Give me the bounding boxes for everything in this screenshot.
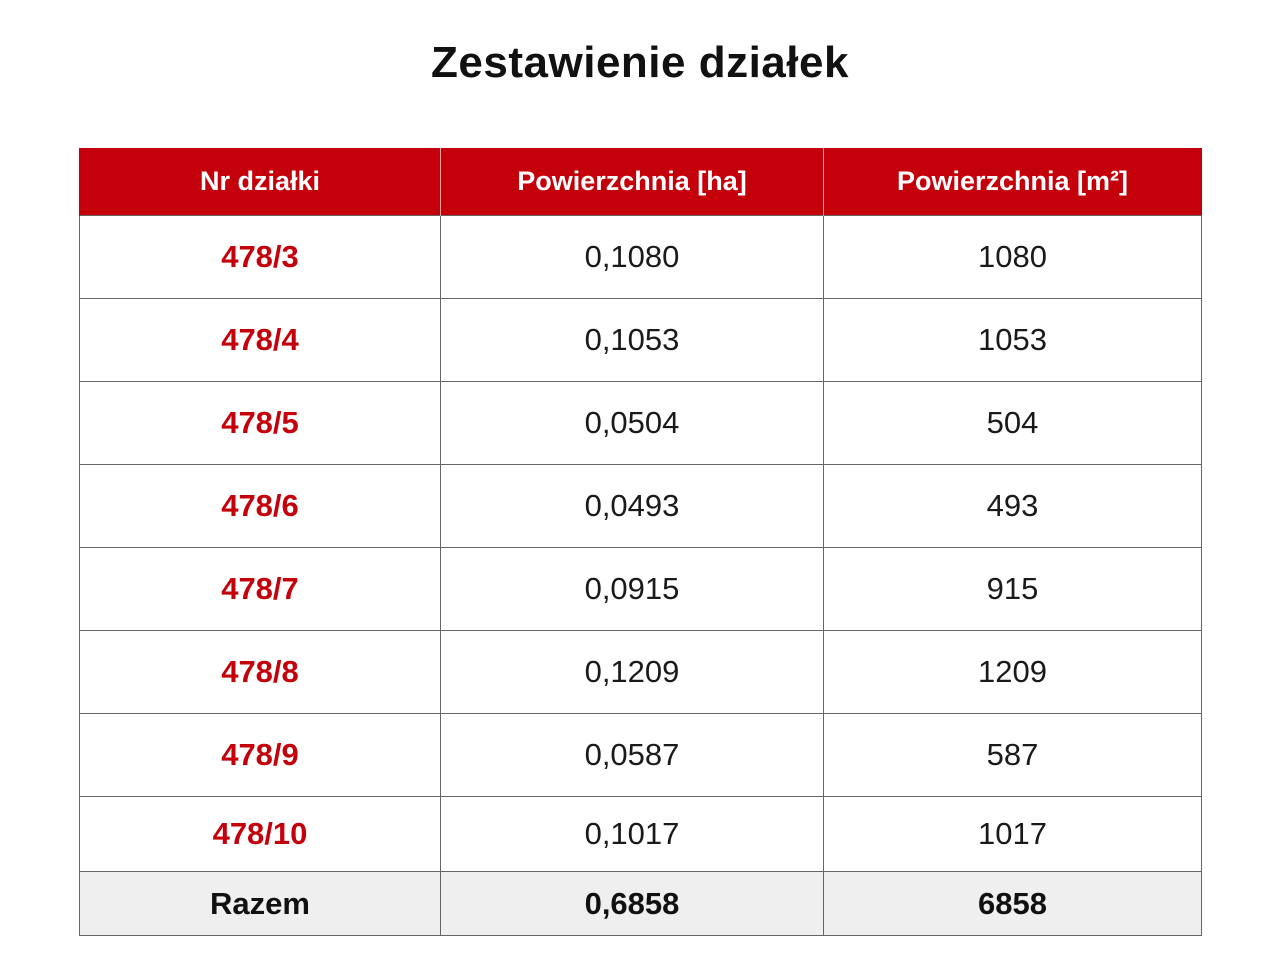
area-m2-cell: 587	[824, 714, 1202, 797]
area-ha-cell: 0,1017	[441, 797, 824, 872]
total-area-ha-cell: 0,6858	[441, 872, 824, 936]
area-ha-cell: 0,1053	[441, 299, 824, 382]
area-m2-cell: 504	[824, 382, 1202, 465]
area-ha-cell: 0,0493	[441, 465, 824, 548]
area-m2-cell: 1017	[824, 797, 1202, 872]
area-m2-cell: 1053	[824, 299, 1202, 382]
table-row	[80, 631, 1202, 714]
table-header-row	[80, 148, 1202, 216]
plot-number-cell: 478/7	[80, 548, 441, 631]
area-m2-cell: 915	[824, 548, 1202, 631]
plot-number-cell: 478/8	[80, 631, 441, 714]
area-ha-cell: 0,0504	[441, 382, 824, 465]
column-header-area-m2: Powierzchnia [m²]	[824, 148, 1202, 216]
table-row	[80, 797, 1202, 872]
page-title: Zestawienie działek	[431, 38, 849, 87]
table-row	[80, 216, 1202, 299]
table-row	[80, 548, 1202, 631]
area-ha-cell: 0,0915	[441, 548, 824, 631]
column-header-plot-number: Nr działki	[80, 148, 441, 216]
column-header-area-ha: Powierzchnia [ha]	[441, 148, 824, 216]
total-row	[80, 872, 1202, 936]
total-area-m2-cell: 6858	[824, 872, 1202, 936]
plots-table	[79, 148, 1202, 936]
area-ha-cell: 0,1209	[441, 631, 824, 714]
table-row	[80, 299, 1202, 382]
table-row	[80, 382, 1202, 465]
plot-number-cell: 478/3	[80, 216, 441, 299]
plot-number-cell: 478/6	[80, 465, 441, 548]
area-ha-cell: 0,0587	[441, 714, 824, 797]
table-row	[80, 465, 1202, 548]
area-m2-cell: 1209	[824, 631, 1202, 714]
plot-number-cell: 478/9	[80, 714, 441, 797]
plot-number-cell: 478/10	[80, 797, 441, 872]
table-row	[80, 714, 1202, 797]
plot-number-cell: 478/5	[80, 382, 441, 465]
area-m2-cell: 1080	[824, 216, 1202, 299]
area-ha-cell: 0,1080	[441, 216, 824, 299]
plot-number-cell: 478/4	[80, 299, 441, 382]
area-m2-cell: 493	[824, 465, 1202, 548]
total-label-cell: Razem	[80, 872, 441, 936]
